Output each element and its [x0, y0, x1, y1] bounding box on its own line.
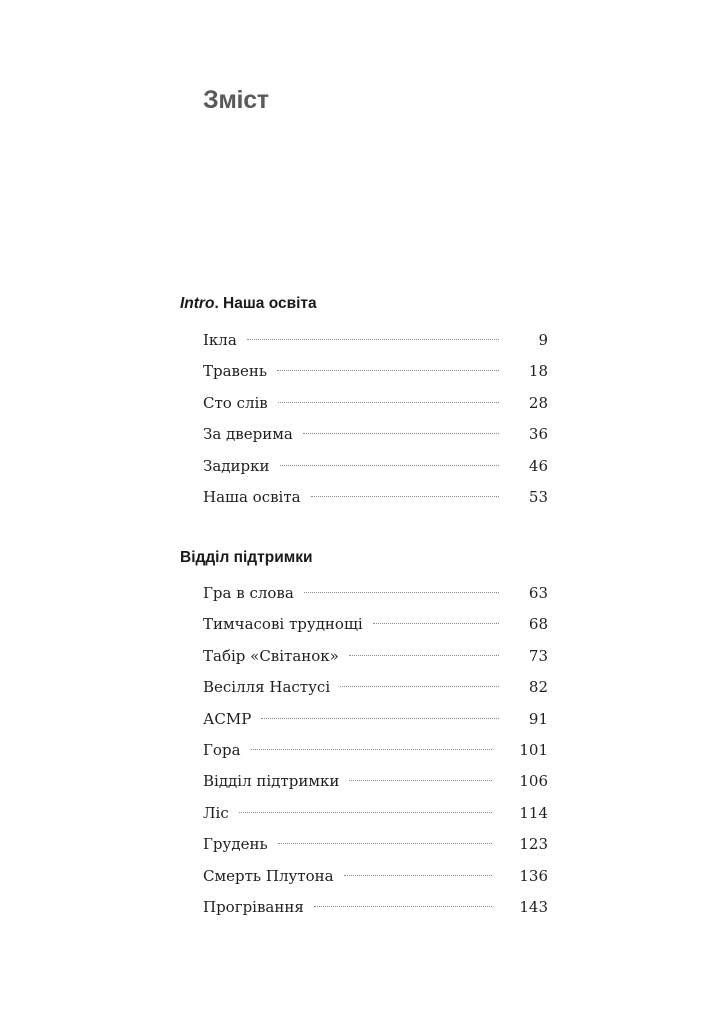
toc-entry-title: АСМР	[203, 709, 252, 728]
dot-leader	[349, 780, 492, 781]
dot-leader	[304, 592, 499, 593]
toc-entry[interactable]	[203, 647, 548, 678]
toc-entry-title: Тимчасові труднощі	[203, 615, 363, 634]
dot-leader	[247, 339, 499, 340]
toc-entry-title: Весілля Настусі	[203, 678, 331, 697]
toc-entry-page: 82	[528, 678, 548, 697]
toc-entry-title: Смерть Плутона	[203, 866, 334, 885]
toc-entry-page: 28	[528, 393, 548, 412]
toc-list-intro	[203, 331, 548, 519]
dot-leader	[251, 749, 493, 750]
dot-leader	[239, 812, 493, 813]
dot-leader	[278, 402, 499, 403]
section-heading-intro	[180, 295, 317, 313]
toc-entry-title: Прогрівання	[203, 897, 304, 916]
toc-entry-title: Ікла	[203, 331, 237, 349]
section-heading-support	[180, 549, 312, 567]
dot-leader	[344, 875, 493, 876]
toc-entry-page: 136	[519, 866, 548, 885]
toc-entry[interactable]	[203, 804, 548, 835]
toc-entry-title: Задирки	[203, 456, 270, 475]
section-heading-italic: Intro	[180, 295, 215, 312]
section-heading-text: . Наша освіта	[214, 295, 317, 312]
dot-leader	[340, 686, 499, 687]
dot-leader	[311, 496, 499, 497]
toc-entry-page: 73	[528, 646, 548, 665]
dot-leader	[349, 655, 499, 656]
toc-entry[interactable]	[203, 457, 548, 488]
toc-entry-title: Ліс	[203, 803, 229, 822]
dot-leader	[373, 623, 499, 624]
toc-entry-page: 36	[528, 425, 548, 444]
toc-entry[interactable]	[203, 615, 548, 646]
toc-entry-page: 46	[528, 456, 548, 475]
toc-entry[interactable]	[203, 678, 548, 709]
toc-entry[interactable]	[203, 898, 548, 929]
toc-entry-page: 91	[528, 709, 548, 728]
toc-entry-title: Сто слів	[203, 393, 268, 412]
toc-entry-page: 68	[528, 615, 548, 634]
dot-leader	[314, 906, 493, 907]
toc-entry-page: 101	[519, 740, 548, 759]
toc-entry-title: Відділ підтримки	[203, 772, 340, 791]
dot-leader	[277, 370, 499, 371]
dot-leader	[303, 433, 499, 434]
toc-entry[interactable]	[203, 488, 548, 519]
toc-entry[interactable]	[203, 362, 548, 393]
toc-entry[interactable]	[203, 835, 548, 866]
toc-entry-page: 9	[538, 331, 548, 349]
toc-entry[interactable]	[203, 331, 548, 362]
section-heading-text: Відділ підтримки	[180, 549, 313, 566]
toc-entry-page: 114	[519, 803, 548, 822]
toc-entry-title: Гра в слова	[203, 584, 294, 602]
toc-entry-title: За дверима	[203, 425, 293, 444]
toc-entry-page: 106	[519, 772, 548, 791]
dot-leader	[278, 843, 493, 844]
toc-entry-page: 18	[528, 362, 548, 381]
toc-entry-title: Травень	[203, 362, 268, 381]
toc-entry-title: Наша освіта	[203, 487, 301, 506]
toc-list-support	[203, 584, 548, 929]
toc-entry-title: Грудень	[203, 835, 268, 854]
dot-leader	[280, 465, 500, 466]
toc-entry[interactable]	[203, 710, 548, 741]
toc-entry[interactable]	[203, 741, 548, 772]
toc-entry[interactable]	[203, 772, 548, 803]
toc-entry-page: 123	[519, 835, 548, 854]
toc-entry-page: 143	[519, 897, 548, 916]
toc-entry[interactable]	[203, 394, 548, 425]
toc-entry-page: 63	[528, 584, 548, 602]
page-title: Зміст	[203, 86, 269, 114]
toc-entry[interactable]	[203, 867, 548, 898]
toc-entry[interactable]	[203, 584, 548, 615]
toc-entry-title: Гора	[203, 740, 241, 759]
toc-entry-title: Табір «Світанок»	[203, 646, 339, 665]
dot-leader	[261, 718, 499, 719]
toc-entry-page: 53	[528, 487, 548, 506]
toc-entry[interactable]	[203, 425, 548, 456]
